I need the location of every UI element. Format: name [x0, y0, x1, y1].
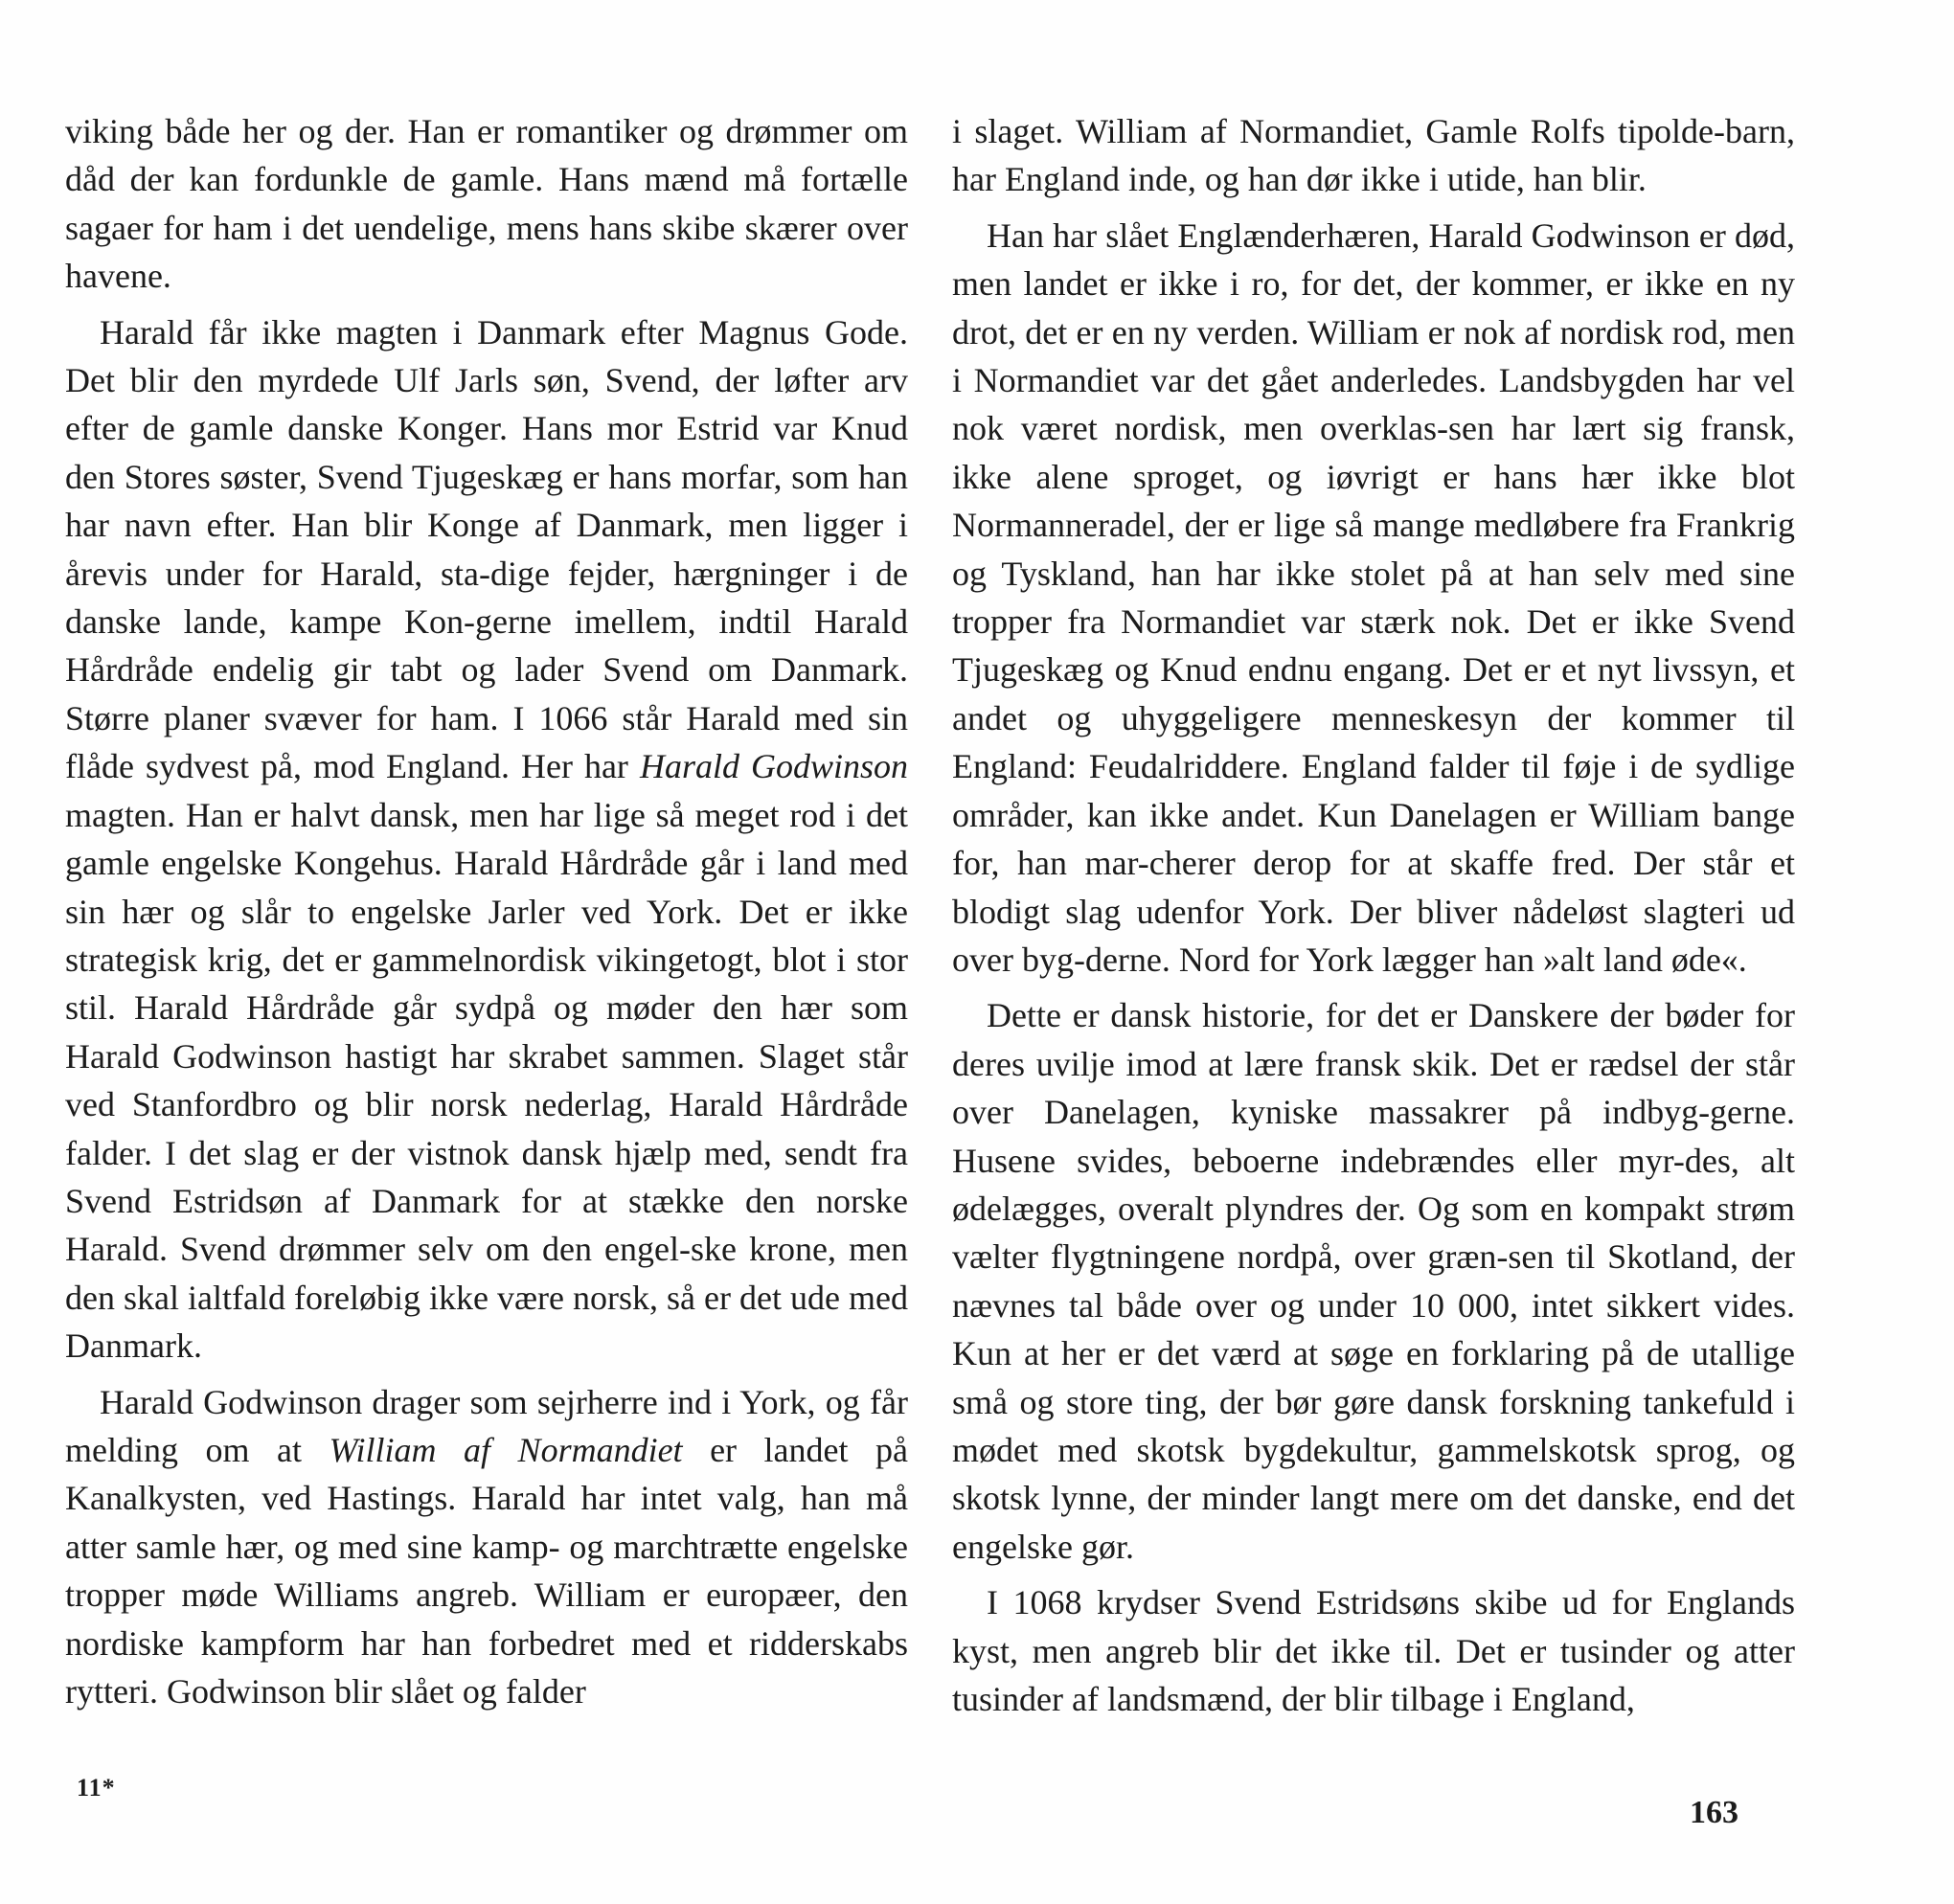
paragraph: Dette er dansk historie, for det er Danskere der bøder for deres uvilje imod at lære fransk skik. Det er rædsel der står over Danelagen, kyniske massakrer på indbyg-gerne. Husene svides, beboerne indebrændes eller myr-des, alt ødelægges, overalt plyndres der. Og som en kompakt strøm vælter flygtningene nordpå, over græn-sen til Skotland, der nævnes tal både over og under 10 000, intet sikkert vides. Kun at her er det værd at søge en forklaring på de utallige små og store ting, der bør gøre dansk forskning tankefuld i mødet med skotsk bygdekultur, gammelskotsk sprog, og skotsk lynne, der minder langt mere om det danske, end det engelske gør.	[952, 996, 1795, 1566]
paragraph: I 1068 krydser Svend Estridsøns skibe ud for Englands kyst, men angreb blir det ikke til. Det er tusinder og atter tusinder af landsmænd, der blir tilbage i England,	[952, 1583, 1795, 1718]
paragraph: viking både her og der. Han er romantiker og drømmer om dåd der kan fordunkle de gamle. Hans mænd må fortælle sagaer for ham i det uendelige, mens hans skibe skærer over havene.	[65, 112, 908, 296]
signature-mark: 11*	[77, 1774, 116, 1802]
italic-name-william-af-normandiet: William af Normandiet	[329, 1430, 683, 1469]
text-run: magten. Han er halvt dansk, men har lige så meget rod i det gamle engelske Kongehus. Harald Hårdråde går i land med sin hær og slår to engelske Jarler ved York. Det er ikke strategisk krig, det er gammelnordisk vikingetogt, blot i stor stil. Harald Hårdråde går sydpå og møder den hær som Harald Godwinson hastigt har skrabet sammen. Slaget står ved Stanfordbro og blir norsk nederlag, Harald Hårdråde falder. I det slag er der vistnok dansk hjælp med, sendt fra Svend Estridsøn af Danmark for at stække den norske Harald. Svend drømmer selv om den engel-ske krone, men den skal ialtfald foreløbig ikke være norsk, så er det ude med Danmark.	[65, 795, 908, 1366]
paragraph: i slaget. William af Normandiet, Gamle Rolfs tipolde-barn, har England inde, og han dør ikke i utide, han blir.	[952, 112, 1795, 199]
left-text-column	[65, 107, 908, 1715]
text-run: Harald får ikke magten i Danmark efter Magnus Gode. Det blir den myrdede Ulf Jarls søn, Svend, der løfter arv efter de gamle danske Konger. Hans mor Estrid var Knud den Stores søster, Svend Tjugeskæg er hans morfar, som han har navn efter. Han blir Konge af Danmark, men ligger i årevis under for Harald, sta-dige fejder, hærgninger i de danske lande, kampe Kon-gerne imellem, indtil Harald Hårdråde endelig gir tabt og lader Svend om Danmark. Større planer svæver for ham. I 1066 står Harald med sin flåde sydvest på, mod England. Her har	[65, 312, 908, 786]
text-run: er landet på Kanalkysten, ved Hastings. Harald har intet valg, han må atter samle hær, og med sine kamp- og marchtrætte engelske tropper møde Williams angreb. William er europæer, den nordiske kampform har han forbedret med et ridderskabs rytteri. Godwinson blir slået og falder	[65, 1430, 909, 1711]
paragraph	[65, 1378, 908, 1716]
paragraph	[65, 308, 908, 1371]
page-number: 163	[1690, 1795, 1738, 1830]
right-text-column	[952, 107, 1795, 1723]
italic-name-harald-godwinson: Harald Godwinson	[639, 747, 908, 786]
text-run: Harald Godwinson drager som sejrherre ind i York, og får melding om at	[65, 1382, 908, 1469]
paragraph: Han har slået Englænderhæren, Harald Godwinson er død, men landet er ikke i ro, for det, der kommer, er ikke en ny drot, det er en ny verden. William er nok af nordisk rod, men i Normandiet var det gået anderledes. Landsbygden har vel nok været nordisk, men overklas-sen har lært sig fransk, ikke alene sproget, og iøvrigt er hans hær ikke blot Normanneradel, der er lige så mange medløbere fra Frankrig og Tyskland, han har ikke stolet på at han selv med sine tropper fra Normandiet var stærk nok. Det er ikke Svend Tjugeskæg og Knud endnu engang. Det er et nyt livssyn, et andet og uhyggeligere menneskesyn der kommer til England: Feudalriddere. England falder til føje i de sydlige områder, kan ikke andet. Kun Danelagen er William bange for, han mar-cherer derop for at skaffe fred. Der står et blodigt slag udenfor York. Der bliver nådeløst slagteri ud over byg-derne. Nord for York lægger han »alt land øde«.	[952, 215, 1795, 979]
